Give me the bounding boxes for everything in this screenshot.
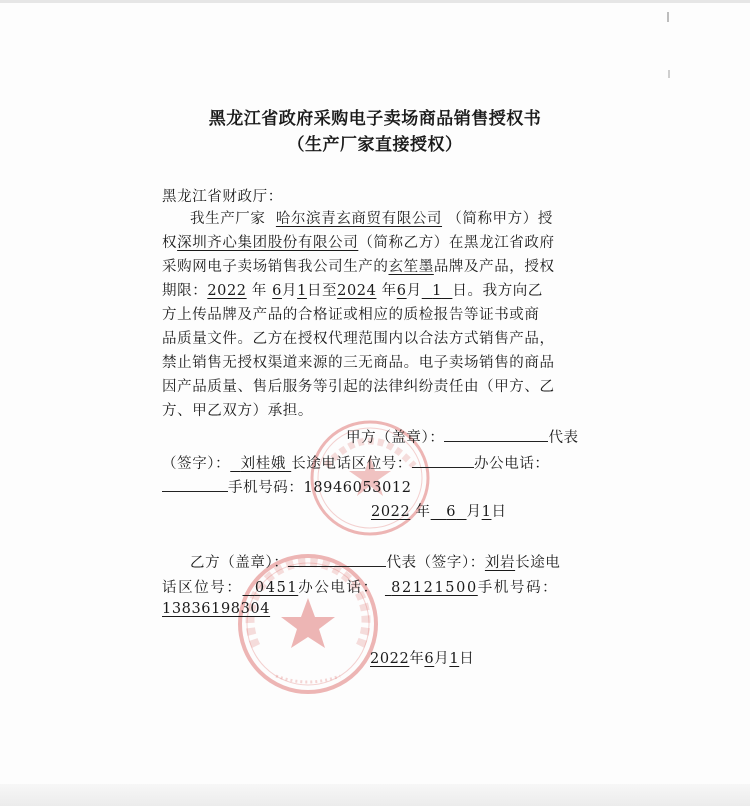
party-a-mobile: 18946053012	[303, 480, 412, 496]
authorization-period-line	[162, 279, 543, 300]
text: 1	[449, 651, 460, 667]
party-b-seal-label: 乙方（盖章）：	[190, 555, 289, 571]
text: （简称甲方）授	[447, 211, 553, 227]
text: 长途电	[515, 555, 561, 571]
manufacturer-name: 哈尔滨青玄商贸有限公司	[275, 211, 443, 227]
party-a-date	[371, 500, 507, 521]
text: 月	[466, 504, 482, 520]
text: 我生产厂家	[190, 211, 266, 227]
party-a-signatory-name: 刘桂娥	[240, 456, 286, 472]
text: 日	[491, 504, 507, 520]
paragraph-line	[162, 231, 555, 252]
text: 年	[409, 651, 425, 667]
start-month: 6	[272, 283, 282, 299]
blank-field	[444, 426, 548, 442]
text	[431, 504, 467, 520]
addressee: 黑龙江省财政厅：	[162, 189, 283, 205]
party-a-signatory	[230, 456, 291, 472]
text: 年	[415, 504, 431, 520]
text: 6	[446, 504, 457, 520]
text: 采购网电子卖场销售我公司生产的	[162, 259, 389, 275]
text: 手机号码：	[228, 480, 304, 496]
brand-name: 玄笙墨	[388, 259, 434, 275]
party-b-seal-line	[190, 551, 560, 572]
text: （简称乙方）在黑龙江省政府	[358, 235, 555, 251]
text: 日至	[306, 283, 338, 299]
party-b-office-phone	[385, 580, 478, 596]
party-a-seal-line	[346, 426, 579, 447]
text: 手机号码：	[477, 580, 559, 596]
paragraph-line: 方、甲乙双方）承担。	[162, 403, 313, 419]
text: 日。我方向乙	[452, 283, 543, 299]
blank-field	[162, 476, 228, 492]
party-b-signatory-name: 刘岩	[484, 555, 516, 571]
party-a-mobile-line	[162, 476, 412, 497]
end-day	[422, 283, 453, 299]
text: 2022	[371, 504, 411, 520]
blank-field	[412, 452, 474, 468]
paragraph-line: 禁止销售无授权渠道来源的三无商品。电子卖场销售的商品	[162, 355, 555, 371]
text: 年	[381, 283, 397, 299]
text: 期限：	[162, 283, 208, 299]
text: 权	[162, 235, 178, 251]
text: 长途电话区位号：	[291, 456, 413, 472]
scan-edge-bottom	[0, 784, 750, 806]
text: 月	[434, 651, 450, 667]
party-b-mobile: 13836198304	[162, 601, 271, 617]
scan-speck	[668, 70, 670, 78]
party-b-phone-line	[162, 576, 558, 597]
text: 话区位号：	[162, 580, 243, 596]
text: 1	[481, 504, 492, 520]
blank-field	[288, 551, 386, 567]
text: 0451	[254, 580, 299, 596]
scan-speck	[667, 12, 669, 22]
text: 日	[459, 651, 475, 667]
party-b-mobile-line	[162, 601, 270, 617]
paragraph-line: 因产品质量、售后服务等引起的法律纠纷责任由（甲方、乙	[162, 379, 555, 395]
text: 代表（签字）：	[386, 555, 485, 571]
distributor-name: 深圳齐心集团股份有限公司	[177, 235, 359, 251]
text: 月	[282, 283, 298, 299]
document-subtitle: （生产厂家直接授权）	[287, 135, 463, 155]
text: 年	[251, 283, 267, 299]
paragraph-line: 方上传品牌及产品的合格证或相应的质检报告等证书或商	[162, 307, 540, 323]
text: 6	[424, 651, 435, 667]
party-a-seal-label: 甲方（盖章）：	[346, 430, 445, 446]
document-title: 黑龙江省政府采购电子卖场商品销售授权书	[208, 109, 542, 129]
text: （签字）：	[162, 456, 231, 472]
scan-edge-top	[0, 0, 750, 3]
text: 82121500	[391, 580, 478, 596]
end-year: 2024	[337, 283, 377, 299]
paragraph-line	[162, 255, 555, 276]
party-b-area-code	[243, 580, 299, 596]
start-day: 1	[297, 283, 307, 299]
text: 办公电话：	[298, 580, 379, 596]
end-month: 6	[396, 283, 407, 299]
start-year: 2022	[207, 283, 247, 299]
text: 月	[406, 283, 422, 299]
text: 2022	[370, 651, 410, 667]
text: 品牌及产品，授权	[433, 259, 555, 275]
end-day-value: 1	[432, 283, 442, 299]
text: 办公电话：	[474, 456, 550, 472]
party-b-date	[370, 647, 474, 668]
text: 代表	[548, 430, 579, 446]
party-a-sign-line	[162, 452, 550, 473]
paragraph-line: 品质量文件。乙方在授权代理范围内以合法方式销售产品，	[162, 331, 555, 347]
paragraph-line	[190, 207, 553, 228]
